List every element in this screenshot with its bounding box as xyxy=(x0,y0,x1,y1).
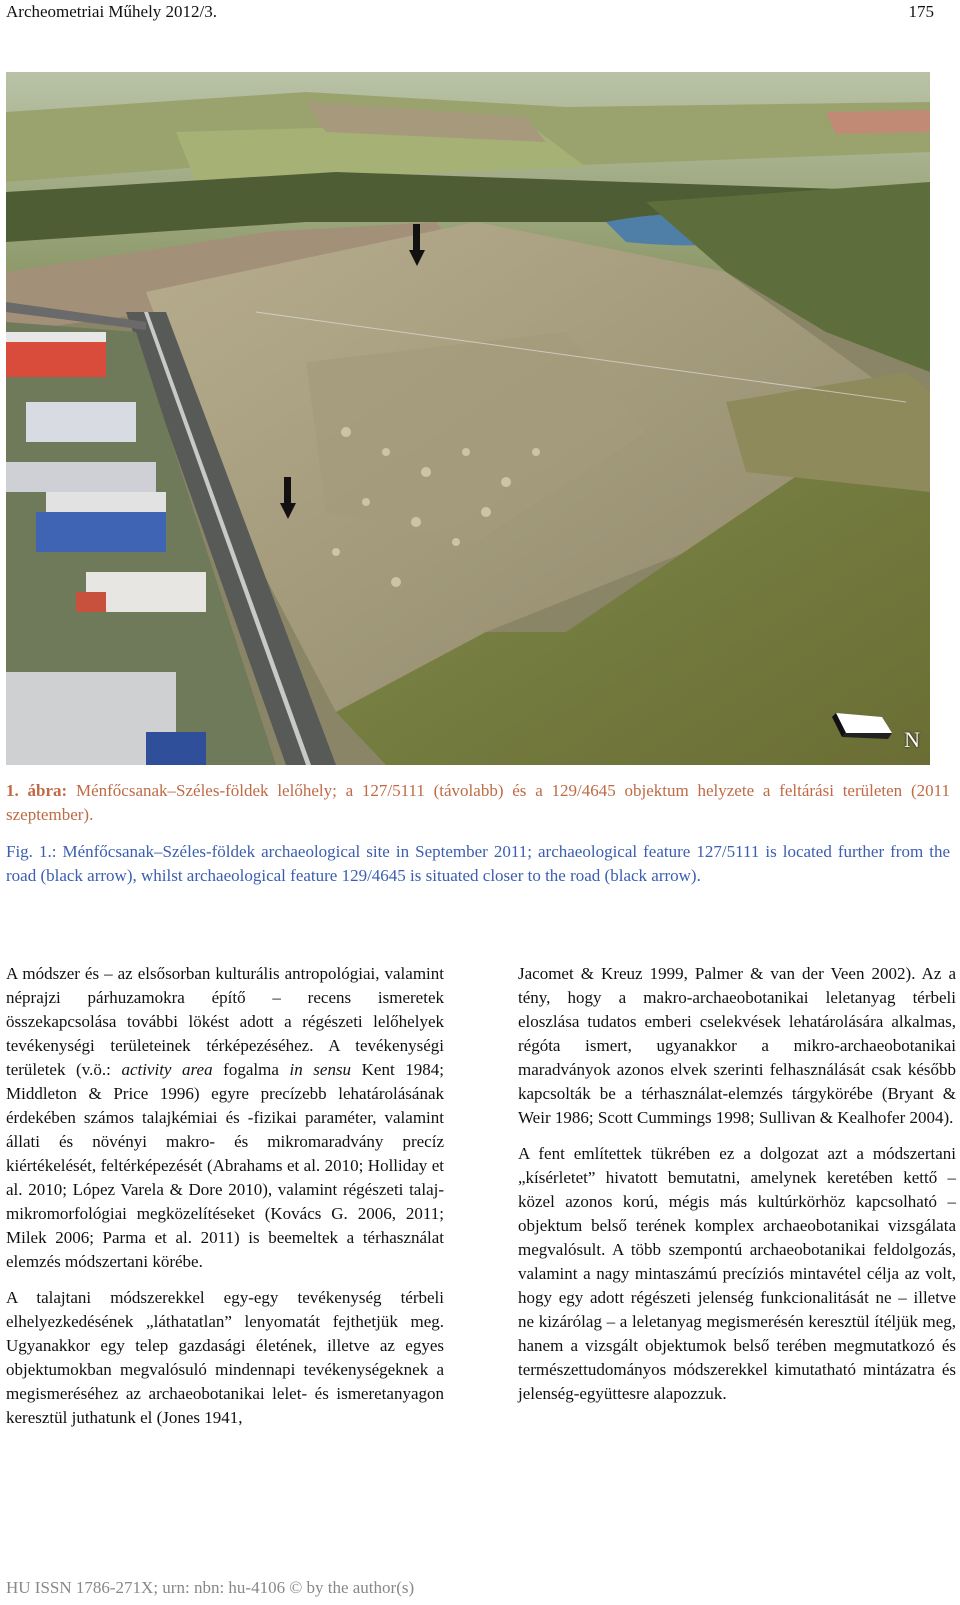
journal-title: Archeometriai Műhely 2012/3. xyxy=(6,2,218,21)
caption-en-label: Fig. 1. xyxy=(6,842,52,861)
paragraph-text: A módszer és – az elsősorban kulturális antropológiai, valamint néprajzi párhuzamokra építő – recens ismeretek összekapcsolása további lökést adott a régészeti lelőhelyek tevékenységi területeinek térképezéséhez. A tevékenységi területek (v.ö.: xyxy=(6,964,444,1079)
arrow-down-icon xyxy=(409,224,425,266)
paragraph-text: fogalma xyxy=(212,1060,290,1079)
aerial-photo xyxy=(6,72,930,765)
paragraph: Jacomet & Kreuz 1999, Palmer & van der Veen 2002). Az a tény, hogy a makro-archaeobotanikai leletanyag térbeli eloszlása tudatos emberi cselekvések lehatárolására alkalmas, régóta ismert, ugyanakkor a mikro-archaeobotanikai maradványok azonos elvek szerinti felhasználását csak később kapcsolták be a térhasználat-elemzés tárgykörébe (Bryant & Weir 1986; Scott Cummings 1998; Sullivan & Kealhofer 2004). xyxy=(518,964,956,1127)
page-footer: HU ISSN 1786-271X; urn: nbn: hu-4106 © by the author(s) xyxy=(6,1578,415,1597)
north-label: N xyxy=(904,727,920,752)
paragraph: A talajtani módszerekkel egy-egy tevékenység térbeli elhelyezkedésének „láthatatlan” lenyomatát fejthetjük meg. Ugyanakkor egy telep gazdasági életének, illetve az egyes objektumokban megvalósuló mindennapi tevékenységeknek a megismeréséhez az archaeobotanikai lelet- és ismeretanyagon keresztül juthatunk el (Jones 1941, xyxy=(6,1288,444,1427)
paragraph-emphasis: activity area xyxy=(121,1060,213,1079)
page-number: 175 xyxy=(908,2,934,21)
caption-hu-label: 1. ábra: xyxy=(6,781,68,800)
figure-caption-en xyxy=(6,840,950,888)
caption-en-text: : Ménfőcsanak–Széles-földek archaeological site in September 2011; archaeological feature 127/5111 is located further from the road (black arrow), whilst archaeological feature 129/4645 is situated closer to the road (black arrow). xyxy=(6,842,950,885)
paragraph-emphasis: in sensu xyxy=(289,1060,352,1079)
paragraph: A fent említettek tükrében ez a dolgozat azt a módszertani „kísérletet” hivatott bemutatni, amelynek keretében kettő – közel azonos korú, mégis más kultúrkörhöz kapcsolható – objektum belső terének komplex archaeobotanikai vizsgálata megvalósult. A több szempontú archaeobotanikai feldolgozás, valamint a nagy mintaszámú precíziós mintavétel célja az volt, hogy egy adott régészeti jelenség funkcionalitását ne – illetve ne kizárólag – a leletanyag megismerésén keresztül ítéljük meg, hanem a vizsgált objektumok belső terében megmutatkozó és természettudományos módszerekkel kimutatható mintázatra és jelenség-együttesre alapozzuk. xyxy=(518,1144,956,1403)
body-column-left xyxy=(6,962,444,1442)
caption-hu-text: Ménfőcsanak–Széles-földek lelőhely; a 127/5111 (távolabb) és a 129/4645 objektum helyzete a feltárási területen (2011 szeptember). xyxy=(6,781,950,824)
aerial-photo-illustration xyxy=(6,72,930,765)
paragraph-text: Kent 1984; Middleton & Price 1996) egyre precízebb lehatárolásának érdekében számos talajkémiai és -fizikai paraméter, valamint állati és növényi makro- és mikromaradvány precíz kiértékelését, feltérképezését (Abrahams et al. 2010; Holliday et al. 2010; López Varela & Dore 2010), valamint régészeti talaj-mikromorfológiai megközelítéseket (Kovács G. 2006, 2011; Milek 2006; Parma et al. 2011) is beemeltek a térhasználat elemzés módszertani körébe. xyxy=(6,1060,445,1271)
figure-caption-hu xyxy=(6,779,950,827)
north-arrow-icon xyxy=(832,703,896,745)
paragraph xyxy=(6,962,444,1274)
body-column-right xyxy=(518,962,956,1418)
page-header xyxy=(6,2,934,24)
arrow-down-icon xyxy=(280,477,296,519)
